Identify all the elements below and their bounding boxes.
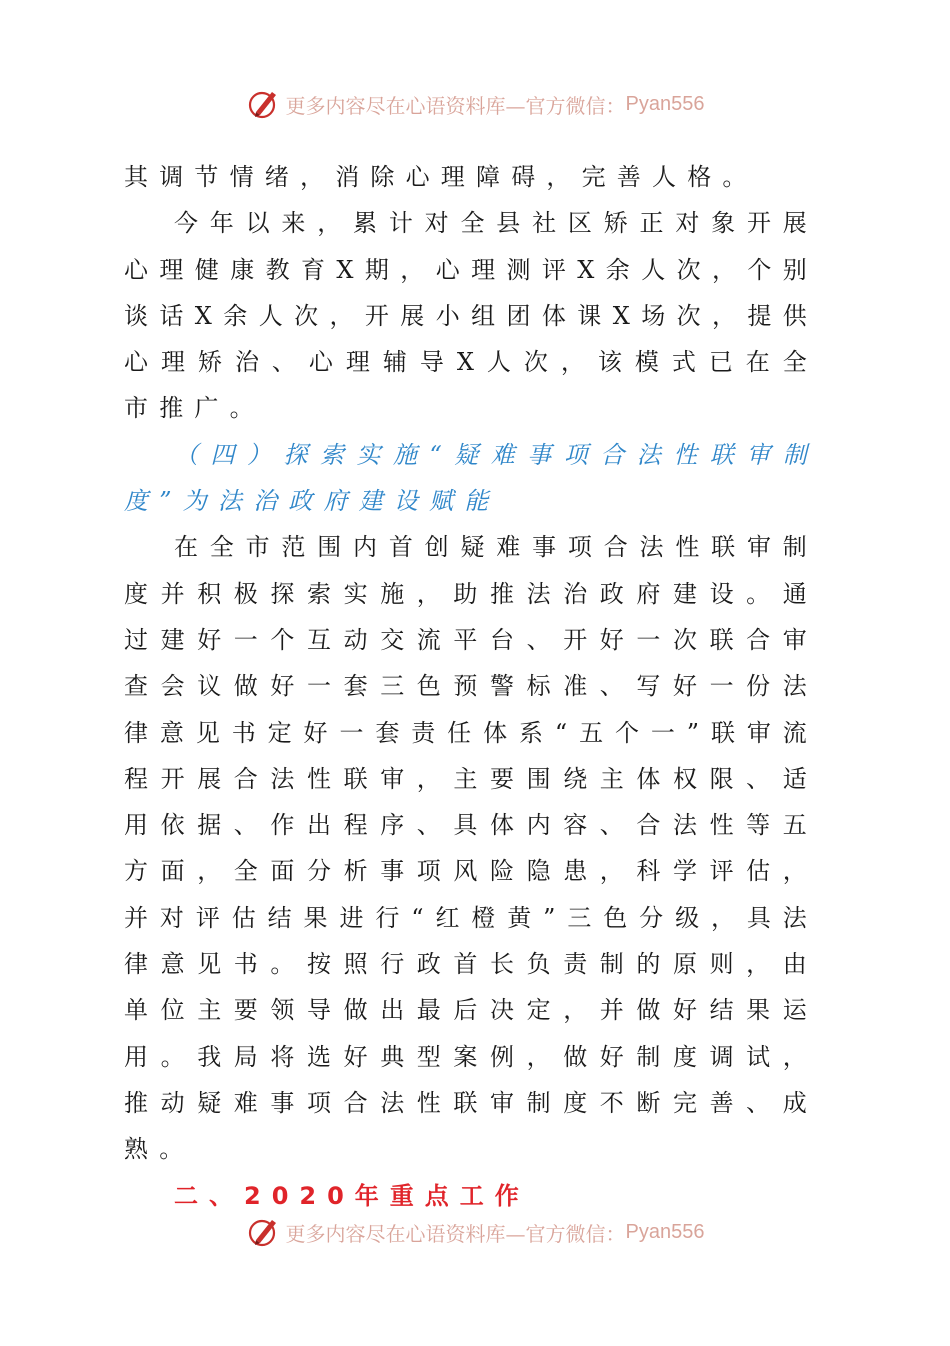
- banner-text: 更多内容尽在心语资料库—官方微信：: [285, 1221, 626, 1246]
- section-heading: 二、2020年重点工作: [174, 1181, 530, 1210]
- document-body: [124, 154, 818, 1219]
- paragraph-this-year: 今年以来，累计对全县社区矫正对象开展心理健康教育X期，心理测评X余人次，个别谈话X余人次，开展小组团体课X场次，提供心理矫治、心理辅导X人次，该模式已在全市推广。: [124, 209, 818, 423]
- section-subheading: （四）探索实施“疑难事项合法性联审制度”为法治政府建设赋能: [124, 440, 818, 516]
- pen-circle-logo-icon: [246, 86, 282, 122]
- banner-text: 更多内容尽在心语资料库—官方微信：: [285, 93, 626, 118]
- banner-wechat-id: Pyan556: [625, 1220, 705, 1243]
- paragraph-continuation: 其调节情绪，消除心理障碍，完善人格。: [124, 163, 758, 191]
- pen-circle-logo-icon: [246, 1214, 282, 1250]
- header-watermark-banner: [0, 84, 950, 124]
- paragraph-joint-review: 在全市范围内首创疑难事项合法性联审制度并积极探索实施，助推法治政府建设。通过建好一个互动交流平台、开好一次联合审查会议做好一套三色预警标准、写好一份法律意见书定好一套责任体系“五个一”联审流程开展合法性联审，主要围绕主体权限、适用依据、作出程序、具体内容、合法性等五方面，全面分析事项风险隐患，科学评估，并对评估结果进行“红橙黄”三色分级，具法律意见书。按照行政首长负责制的原则，由单位主要领导做出最后决定，并做好结果运用。我局将选好典型案例，做好制度调试，推动疑难事项合法性联审制度不断完善、成熟。: [124, 533, 818, 1164]
- banner-wechat-id: Pyan556: [625, 92, 705, 115]
- footer-watermark-banner: [0, 1212, 950, 1252]
